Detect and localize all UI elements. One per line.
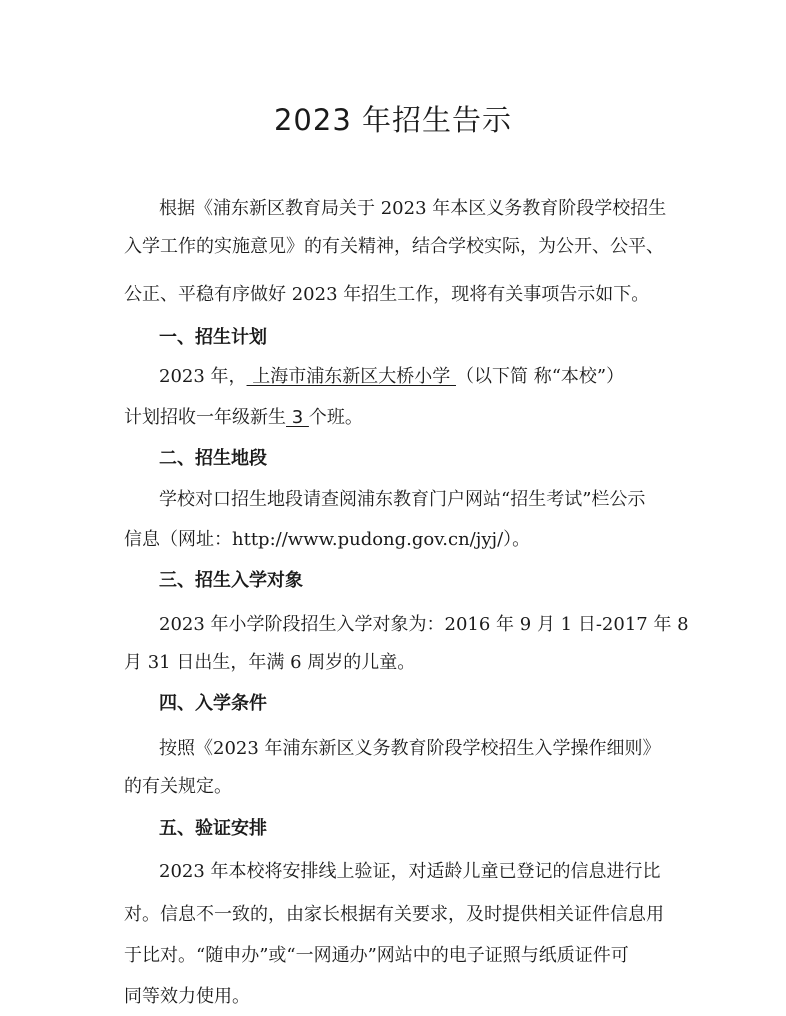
verification-line-3: 于比对。“随申办”或“一网通办”网站中的电子证照与纸质证件可 bbox=[124, 945, 629, 966]
conditions-line-2: 的有关规定。 bbox=[124, 776, 232, 797]
document-title: 2023 年招生告示 bbox=[273, 103, 513, 137]
section-heading-conditions: 四、入学条件 bbox=[159, 693, 267, 714]
plan-line-1-suffix: （以下简 称“本校”） bbox=[455, 366, 625, 387]
district-line-1: 学校对口招生地段请查阅浦东教育门户网站“招生考试”栏公示 bbox=[159, 489, 646, 510]
plan-line-1 bbox=[159, 365, 624, 389]
plan-line-2 bbox=[124, 406, 363, 430]
eligibility-line-1: 2023 年小学阶段招生入学对象为：2016 年 9 月 1 日-2017 年 8 bbox=[159, 614, 689, 635]
section-heading-plan: 一、招生计划 bbox=[159, 327, 267, 348]
verification-line-2: 对。信息不一致的，由家长根据有关要求，及时提供相关证件信息用 bbox=[124, 904, 664, 925]
section-heading-eligibility: 三、招生入学对象 bbox=[159, 570, 303, 591]
eligibility-line-2: 月 31 日出生，年满 6 周岁的儿童。 bbox=[124, 652, 416, 673]
section-heading-verification: 五、验证安排 bbox=[159, 818, 267, 839]
intro-line-1: 根据《浦东新区教育局关于 2023 年本区义务教育阶段学校招生 bbox=[159, 198, 667, 219]
section-heading-district: 二、招生地段 bbox=[159, 448, 267, 469]
intro-line-3: 公正、平稳有序做好 2023 年招生工作，现将有关事项告示如下。 bbox=[124, 284, 650, 305]
district-line-2: 信息（网址：http://www.pudong.gov.cn/jyj/）。 bbox=[124, 529, 531, 550]
plan-year-prefix: 2023 年， bbox=[159, 366, 247, 387]
school-name: 上海市浦东新区大桥小学 bbox=[246, 366, 456, 387]
plan-line-2-suffix: 个班。 bbox=[308, 407, 363, 428]
verification-line-4: 同等效力使用。 bbox=[124, 986, 250, 1007]
conditions-line-1: 按照《2023 年浦东新区义务教育阶段学校招生入学操作细则》 bbox=[159, 738, 661, 759]
plan-line-2-prefix: 计划招收一年级新生 bbox=[124, 407, 286, 428]
intro-line-2: 入学工作的实施意见》的有关精神，结合学校实际，为公开、公平、 bbox=[124, 236, 664, 257]
verification-line-1: 2023 年本校将安排线上验证，对适龄儿童已登记的信息进行比 bbox=[159, 861, 661, 882]
class-count: 3 bbox=[286, 407, 309, 428]
